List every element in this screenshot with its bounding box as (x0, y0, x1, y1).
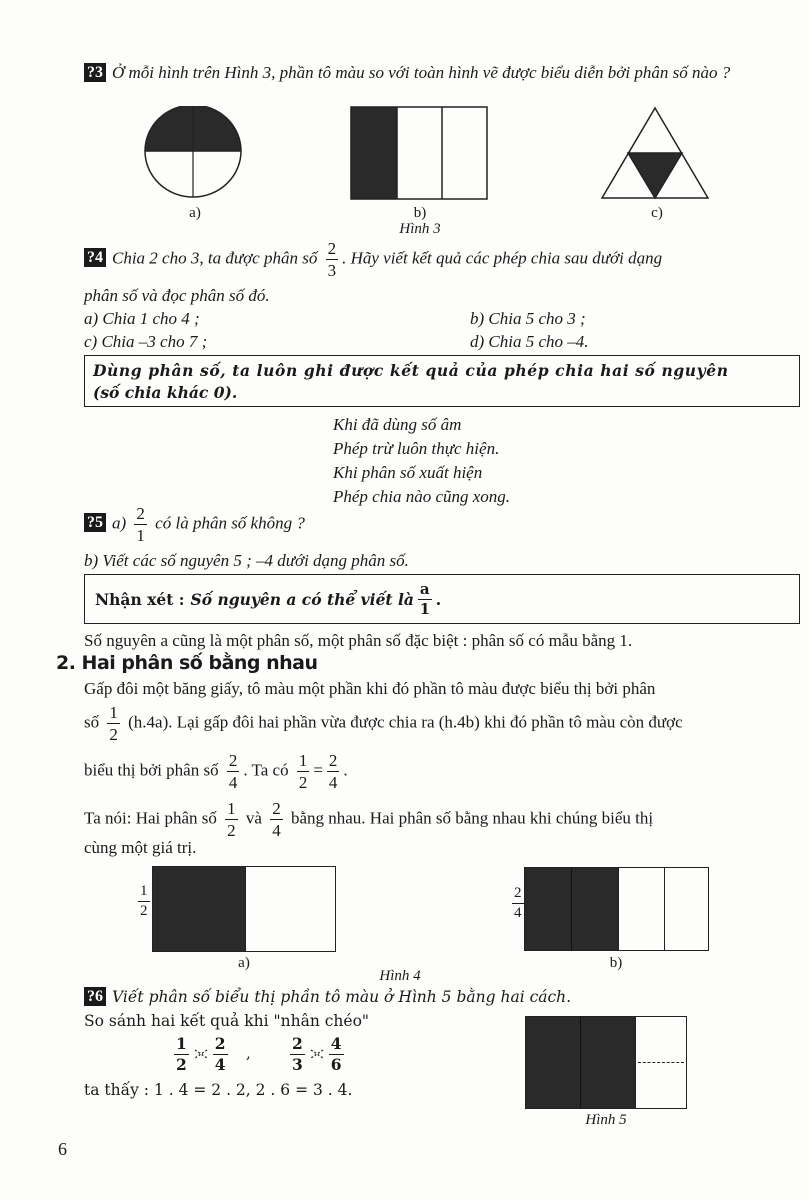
figure-label-c: c) (651, 205, 663, 221)
question-text: có là phân số không ? (155, 513, 305, 533)
shaded-part (525, 868, 572, 950)
unshaded-part (636, 1017, 686, 1108)
remark-label: Nhận xét : (95, 589, 185, 609)
poem-line: Khi phân số xuất hiện (333, 463, 483, 482)
shaded-triangle (628, 153, 682, 197)
rule-line-2: (số chia khác 0). (93, 383, 238, 402)
shaded-third (351, 107, 397, 199)
fraction: $\frac{2}{4}$ (328, 751, 338, 792)
cross-arrows-icon (193, 1044, 209, 1064)
cross-arrows-icon (309, 1044, 325, 1064)
fraction: $\frac{1}{2}$ (227, 799, 236, 840)
shaded-part (153, 867, 246, 951)
figure-3a-circle (140, 106, 250, 206)
question-text: Viết phân số biểu thị phần tô màu ở Hình 5 bằng hai cách. (112, 988, 572, 1006)
compare-text: So sánh hai kết quả khi "nhân chéo" (84, 1012, 370, 1030)
figure-5-caption: Hình 5 (585, 1112, 627, 1128)
page-number: 6 (58, 1139, 67, 1159)
figure-4b (524, 867, 709, 951)
figure-5 (525, 1016, 687, 1109)
figure-label-b: b) (413, 205, 427, 221)
fraction: $\frac{a}{1}$ (419, 579, 430, 618)
item-b: b) Chia 5 cho 3 ; (470, 309, 586, 328)
unshaded-part (619, 868, 665, 950)
figure-label-a: a) (238, 955, 250, 971)
remark-text: Số nguyên a có thể viết là (190, 589, 414, 609)
fraction: $\frac{2}{3}$ (327, 239, 337, 280)
figure-4b-fraction-label: $\frac{2}{4}$ (514, 885, 522, 921)
poem (333, 413, 510, 509)
fraction: $\frac{1}{2}$ (298, 751, 308, 792)
remark-box: Nhận xét : Số nguyên a có thể viết là $\frac{a}{1}$ . (84, 574, 800, 624)
question-badge: ?3 (84, 63, 106, 82)
figure-4a-fraction-label: $\frac{1}{2}$ (140, 883, 148, 919)
figure-3b-rectangle (350, 106, 490, 202)
question-6 (84, 987, 571, 1006)
item-a: a) Chia 1 cho 4 ; (84, 309, 200, 328)
figure-3-caption: Hình 3 (399, 221, 441, 237)
figure-3c-triangle (600, 106, 712, 202)
section-heading: 2. Hai phân số bằng nhau (56, 652, 318, 674)
question-text: Chia 2 cho 3, ta được phân số (112, 248, 318, 268)
shaded-part (572, 868, 619, 950)
question-badge: ?5 (84, 513, 106, 532)
question-3 (84, 60, 794, 86)
figure-label-b: b) (609, 955, 623, 971)
question-5 (84, 505, 305, 544)
paragraph-2: Ta nói: Hai phân số $\frac{1}{2}$ và $\frac{2}{4}$ bằng nhau. Hai phân số bằng nhau khi chúng biểu thị (84, 799, 654, 840)
question-4-line2: phân số và đọc phân số đó. (84, 286, 270, 305)
fraction: $\frac{1}{2}$ (109, 703, 118, 744)
shaded-part (581, 1017, 636, 1108)
paragraph-1-line3: biểu thị bởi phân số $\frac{2}{4}$ . Ta có $\frac{1}{2}$ = $\frac{2}{4}$ . (84, 751, 348, 792)
paragraph-1-line1: Gấp đôi một băng giấy, tô màu một phần khi đó phần tô màu được biểu thị bởi phân (84, 679, 656, 698)
question-text: Ở mỗi hình trên Hình 3, phần tô màu so với toàn hình vẽ được biểu diễn bởi phân số nào ? (112, 63, 731, 82)
question-text-cont: . Hãy viết kết quả các phép chia sau dưới dạng (342, 248, 663, 268)
item-c: c) Chia –3 cho 7 ; (84, 332, 208, 351)
figure-4-caption: Hình 4 (379, 968, 421, 984)
question-4 (84, 240, 794, 279)
figure-4a (152, 866, 336, 952)
unshaded-part (246, 867, 335, 951)
remark-note: Số nguyên a cũng là một phân số, một phân số đặc biệt : phân số có mẫu bằng 1. (84, 631, 633, 650)
poem-line: Phép chia nào cũng xong. (333, 487, 511, 506)
rule-line-1: Dùng phân số, ta luôn ghi được kết quả của phép chia hai số nguyên (93, 361, 729, 380)
pair-separator: , (246, 1044, 251, 1062)
fraction: $\frac{2}{4}$ (272, 799, 281, 840)
paragraph-1-line2: số $\frac{1}{2}$ (h.4a). Lại gấp đôi hai phần vừa được chia ra (h.4b) khi đó phần tô màu còn được (84, 703, 683, 744)
paragraph-2-line2: cùng một giá trị. (84, 838, 197, 857)
dashed-divider (638, 1062, 684, 1063)
cross-multiply-pair-2: $\frac{2}{3}$ $\frac{4}{6}$ (292, 1034, 342, 1074)
question-badge: ?6 (84, 987, 106, 1006)
shaded-part (526, 1017, 581, 1108)
question-badge: ?4 (84, 248, 106, 267)
result-text: ta thấy : 1 . 4 = 2 . 2, 2 . 6 = 3 . 4. (84, 1081, 353, 1099)
part-label: a) (112, 513, 127, 533)
figure-label-a: a) (189, 205, 201, 221)
rule-box (84, 355, 800, 407)
item-d: d) Chia 5 cho –4. (470, 332, 589, 351)
question-5b: b) Viết các số nguyên 5 ; –4 dưới dạng phân số. (84, 551, 409, 570)
fraction: $\frac{2}{4}$ (228, 751, 238, 792)
poem-line: Khi đã dùng số âm (333, 415, 462, 434)
unshaded-part (665, 868, 708, 950)
poem-line: Phép trừ luôn thực hiện. (333, 439, 500, 458)
cross-multiply-pair-1: $\frac{1}{2}$ $\frac{2}{4}$ (176, 1034, 226, 1074)
fraction: $\frac{2}{1}$ (136, 504, 145, 545)
